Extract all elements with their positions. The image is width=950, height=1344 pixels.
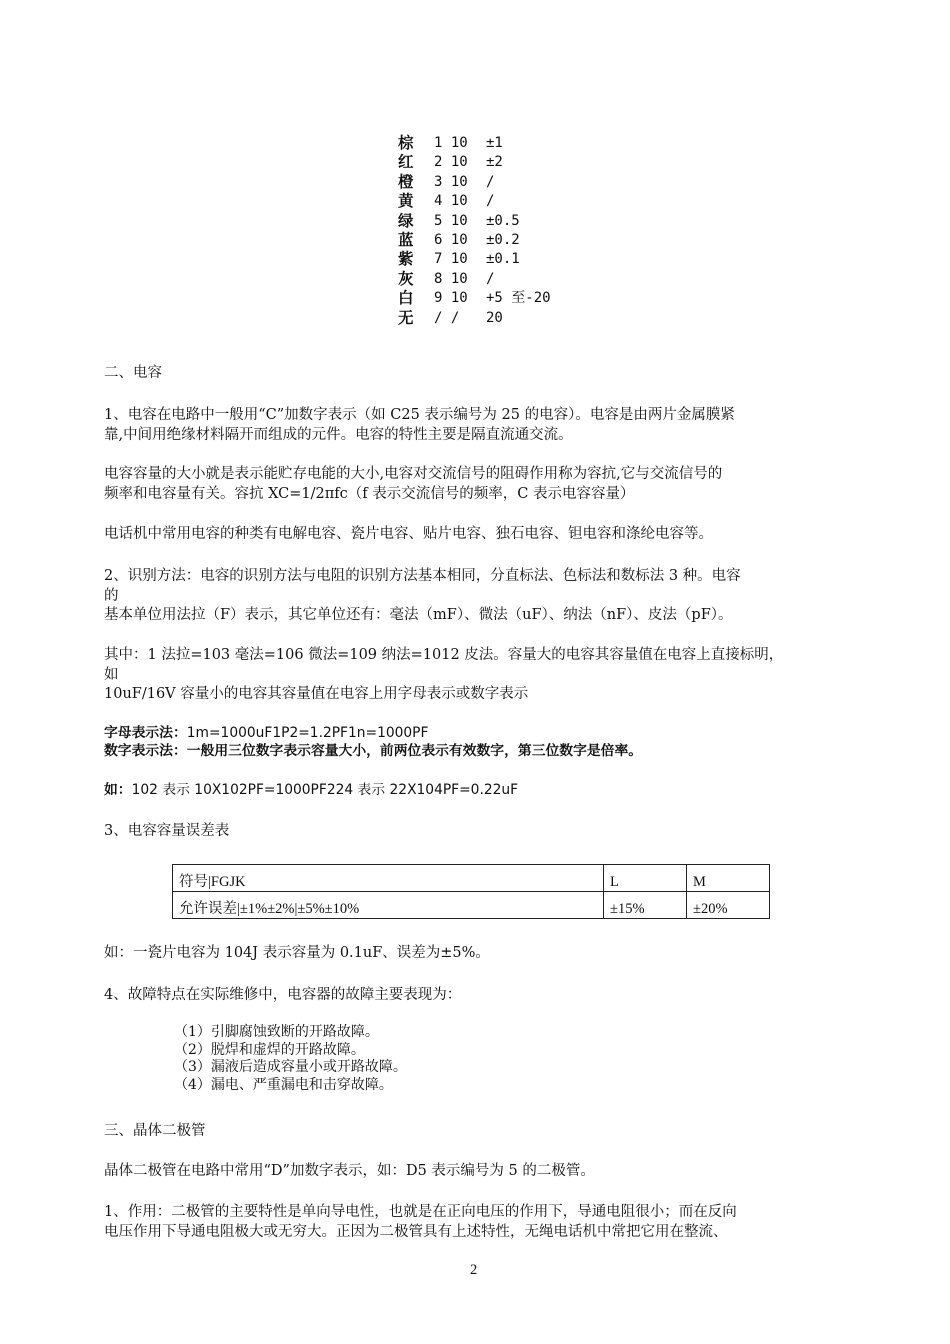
digit-method: 数字表示法：一般用三位数字表示容量大小，前两位表示有效数字，第三位数字是倍率。 (104, 743, 643, 759)
paragraph-diode-intro: 晶体二极管在电路中常用“D”加数字表示，如：D5 表示编号为 5 的二极管。 (104, 1163, 595, 1179)
capacitance-error-table (172, 864, 770, 919)
text-line: 靠,中间用绝缘材料隔开而组成的元件。电容的特性主要是隔直流通交流。 (104, 426, 573, 443)
color-row (398, 250, 551, 269)
tolerance: +5 至-20 (486, 290, 551, 307)
paragraph-types: 电话机中常用电容的种类有电解电容、瓷片电容、贴片电容、独石电容、钽电容和涤纶电容等。 (104, 526, 713, 542)
digit-multiplier: / / (434, 309, 460, 326)
color-name: 棕 (398, 134, 414, 152)
text-line: 基本单位用法拉（F）表示，其它单位还有：毫法（mF）、微法（uF）、纳法（nF）、皮法（pF）。 (104, 607, 733, 623)
list-item: （3）漏液后造成容量小或开路故障。 (174, 1059, 407, 1075)
color-name: 无 (398, 308, 414, 327)
example-label: 如： (104, 782, 132, 798)
table-cell: 允许误差|±1%±2%|±5%±10% (173, 892, 604, 919)
text-line: 的 (104, 587, 119, 604)
tolerance: ±2 (486, 154, 503, 171)
color-name: 黄 (398, 192, 414, 211)
color-row (398, 289, 551, 308)
digit-multiplier: 7 10 (434, 251, 468, 268)
text-line: 频率和电容量有关。容抗 XC=1/2πfc（f 表示交流信号的频率，C 表示电容容量） (104, 485, 635, 502)
text-line: 1、作用：二极管的主要特性是单向导电性，也就是在正向电压的作用下，导通电阻很小；而在反向 (104, 1204, 737, 1220)
tolerance: / (486, 173, 495, 190)
list-item: （2）脱焊和虚焊的开路故障。 (174, 1041, 365, 1058)
section-heading-error-table: 3、电容容量误差表 (104, 823, 230, 839)
tolerance: / (486, 270, 495, 287)
color-row (398, 212, 551, 231)
paragraph-identification (104, 567, 844, 626)
section-heading-capacitor: 二、电容 (104, 365, 162, 381)
color-name: 橙 (398, 172, 414, 191)
text-line: 电容容量的大小就是表示能贮存电能的大小,电容对交流信号的阻碍作用称为容抗,它与交流信号的 (104, 466, 723, 482)
digit-multiplier: 4 10 (434, 193, 468, 210)
digit-multiplier: 6 10 (434, 232, 468, 249)
digit-multiplier: 9 10 (434, 290, 468, 307)
tolerance: ±0.2 (486, 232, 520, 249)
table-row (173, 892, 770, 919)
example-value: 102 表示 10X102PF=1000PF224 表示 22X104PF=0.22uF (131, 782, 519, 798)
table-cell: ±15% (604, 892, 687, 919)
text-line: 如 (104, 666, 119, 683)
color-code-table (398, 134, 551, 328)
letter-method (104, 724, 844, 744)
color-row (398, 153, 551, 172)
tolerance: ±0.1 (486, 251, 520, 268)
table-cell: ±20% (687, 892, 770, 919)
color-name: 白 (398, 289, 414, 308)
tolerance: / (486, 193, 495, 210)
paragraph-diode-function (104, 1203, 844, 1242)
letter-method-label: 字母表示法： (104, 725, 187, 741)
tolerance: 20 (486, 309, 503, 326)
section-heading-diode: 三、晶体二极管 (104, 1123, 206, 1139)
text-line: 1、电容在电路中一般用“C”加数字表示（如 C25 表示编号为 25 的电容）。电容是由两片金属膜紧 (104, 407, 735, 423)
color-row (398, 270, 551, 289)
color-row (398, 309, 551, 328)
color-row (398, 134, 551, 153)
digit-multiplier: 2 10 (434, 154, 468, 171)
color-name: 红 (398, 153, 414, 172)
color-name: 紫 (398, 250, 414, 269)
table-row (173, 865, 770, 892)
paragraph-capacitance (104, 465, 844, 504)
paragraph-units (104, 646, 844, 705)
color-name: 蓝 (398, 231, 414, 250)
digit-multiplier: 3 10 (434, 173, 468, 190)
color-row (398, 173, 551, 192)
color-name: 灰 (398, 269, 414, 288)
example-line (104, 781, 844, 801)
table-cell: L (604, 865, 687, 892)
color-name: 绿 (398, 211, 414, 230)
paragraph-example-104j: 如：一瓷片电容为 104J 表示容量为 0.1uF、误差为±5%。 (104, 945, 490, 961)
tolerance: ±0.5 (486, 212, 520, 229)
paragraph-capacitor-intro (104, 406, 844, 445)
page-number: 2 (470, 1262, 478, 1278)
tolerance: ±1 (486, 135, 503, 151)
color-row (398, 231, 551, 250)
digit-multiplier: 8 10 (434, 270, 468, 287)
table-cell: M (687, 865, 770, 892)
table-cell: 符号|FGJK (173, 865, 604, 892)
list-item: （1）引脚腐蚀致断的开路故障。 (174, 1024, 379, 1040)
text-line: 2、识别方法：电容的识别方法与电阻的识别方法基本相同，分直标法、色标法和数标法 3 种。电容 (104, 568, 741, 584)
list-item: （4）漏电、严重漏电和击穿故障。 (174, 1076, 393, 1093)
color-row (398, 192, 551, 211)
digit-multiplier: 1 10 (434, 135, 468, 151)
text-line: 其中：1 法拉=103 毫法=106 微法=109 纳法=1012 皮法。容量大的电容其容量值在电容上直接标明， (104, 647, 784, 663)
letter-method-value: 1m=1000uF1P2=1.2PF1n=1000PF (186, 725, 429, 741)
digit-multiplier: 5 10 (434, 212, 468, 229)
text-line: 10uF/16V 容量小的电容其容量值在电容上用字母表示或数字表示 (104, 686, 529, 702)
text-line: 电压作用下导通电阻极大或无穷大。正因为二极管具有上述特性，无绳电话机中常把它用在整流、 (104, 1223, 728, 1240)
fault-list (174, 1024, 407, 1094)
paragraph-faults-intro: 4、故障特点在实际维修中，电容器的故障主要表现为： (104, 987, 462, 1003)
